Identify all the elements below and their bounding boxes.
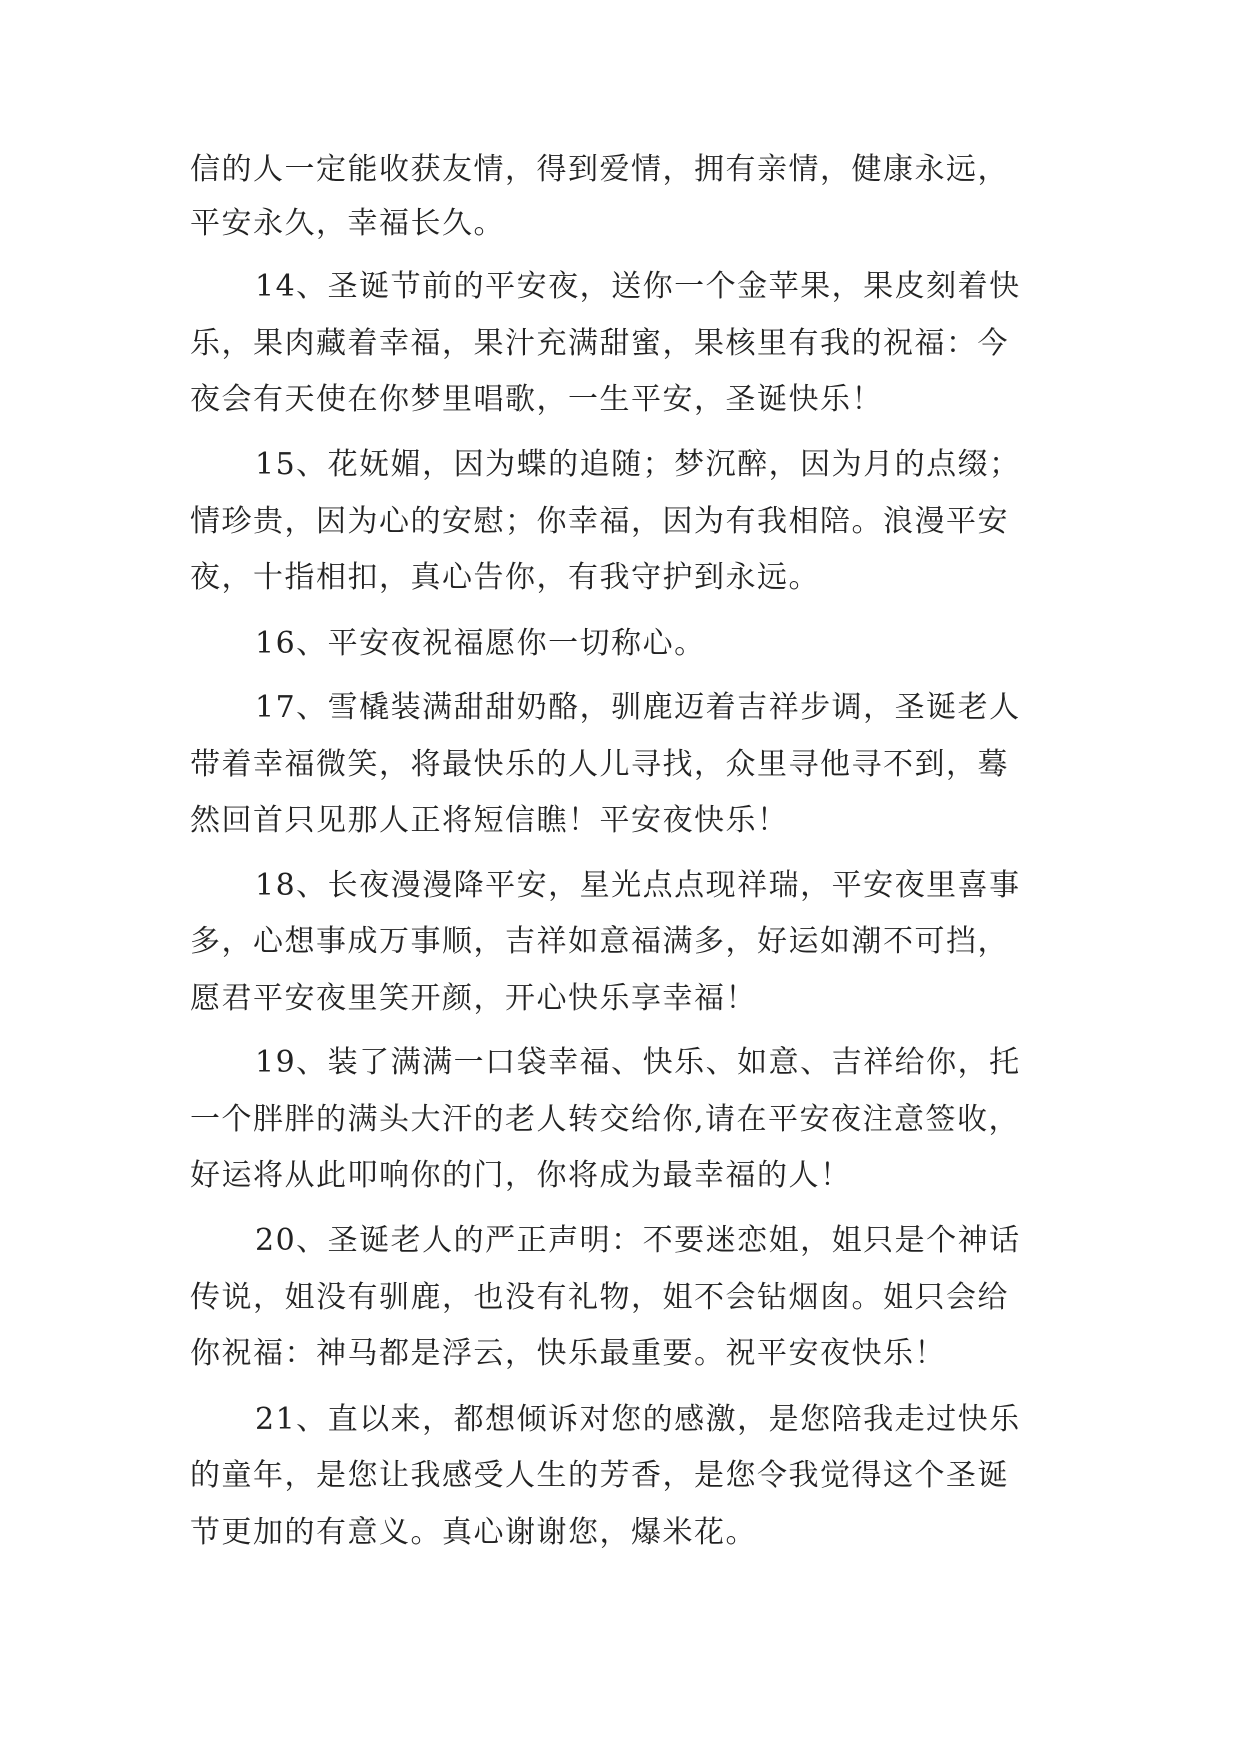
text-line: 节更加的有意义。真心谢谢您，爆米花。 — [190, 1515, 757, 1550]
text-line: 多，心想事成万事顺，吉祥如意福满多，好运如潮不可挡， — [190, 924, 1009, 959]
paragraph-16-line-1: 16、平安夜祝福愿你一切称心。 — [255, 626, 706, 661]
text-line: 带着幸福微笑，将最快乐的人儿寻找，众里寻他寻不到，蓦 — [190, 747, 1009, 782]
text-line: 一个胖胖的满头大汗的老人转交给你,请在平安夜注意签收， — [190, 1102, 1021, 1137]
text-line: 愿君平安夜里笑开颜，开心快乐享幸福！ — [190, 981, 757, 1016]
paragraph-20-line-1: 20、圣诞老人的严正声明：不要迷恋姐，姐只是个神话 — [255, 1223, 1021, 1258]
paragraph-19-line-1: 19、装了满满一口袋幸福、快乐、如意、吉祥给你，托 — [255, 1045, 1021, 1080]
text-line: 信的人一定能收获友情，得到爱情，拥有亲情，健康永远， — [190, 152, 1009, 187]
text-line: 情珍贵，因为心的安慰；你幸福，因为有我相陪。浪漫平安 — [190, 504, 1009, 539]
paragraph-18-line-1: 18、长夜漫漫降平安，星光点点现祥瑞，平安夜里喜事 — [255, 868, 1021, 903]
text-line: 的童年，是您让我感受人生的芳香，是您令我觉得这个圣诞 — [190, 1458, 1009, 1493]
text-line: 乐，果肉藏着幸福，果汁充满甜蜜，果核里有我的祝福：今 — [190, 326, 1009, 361]
paragraph-14-line-1: 14、圣诞节前的平安夜，送你一个金苹果，果皮刻着快 — [255, 269, 1021, 304]
text-line: 夜会有天使在你梦里唱歌，一生平安，圣诞快乐！ — [190, 382, 883, 417]
paragraph-21-line-1: 21、直以来，都想倾诉对您的感激，是您陪我走过快乐 — [255, 1402, 1021, 1437]
text-line: 你祝福：神马都是浮云，快乐最重要。祝平安夜快乐！ — [190, 1336, 946, 1371]
text-line: 然回首只见那人正将短信瞧！平安夜快乐！ — [190, 803, 789, 838]
text-line: 好运将从此叩响你的门，你将成为最幸福的人！ — [190, 1158, 852, 1193]
paragraph-17-line-1: 17、雪橇装满甜甜奶酪，驯鹿迈着吉祥步调，圣诞老人 — [255, 690, 1021, 725]
text-line: 夜，十指相扣，真心告你，有我守护到永远。 — [190, 560, 820, 595]
paragraph-15-line-1: 15、花妩媚，因为蝶的追随；梦沉醉，因为月的点缀； — [255, 447, 1021, 482]
text-line: 传说，姐没有驯鹿，也没有礼物，姐不会钻烟囱。姐只会给 — [190, 1280, 1009, 1315]
text-line: 平安永久，幸福长久。 — [190, 206, 505, 241]
